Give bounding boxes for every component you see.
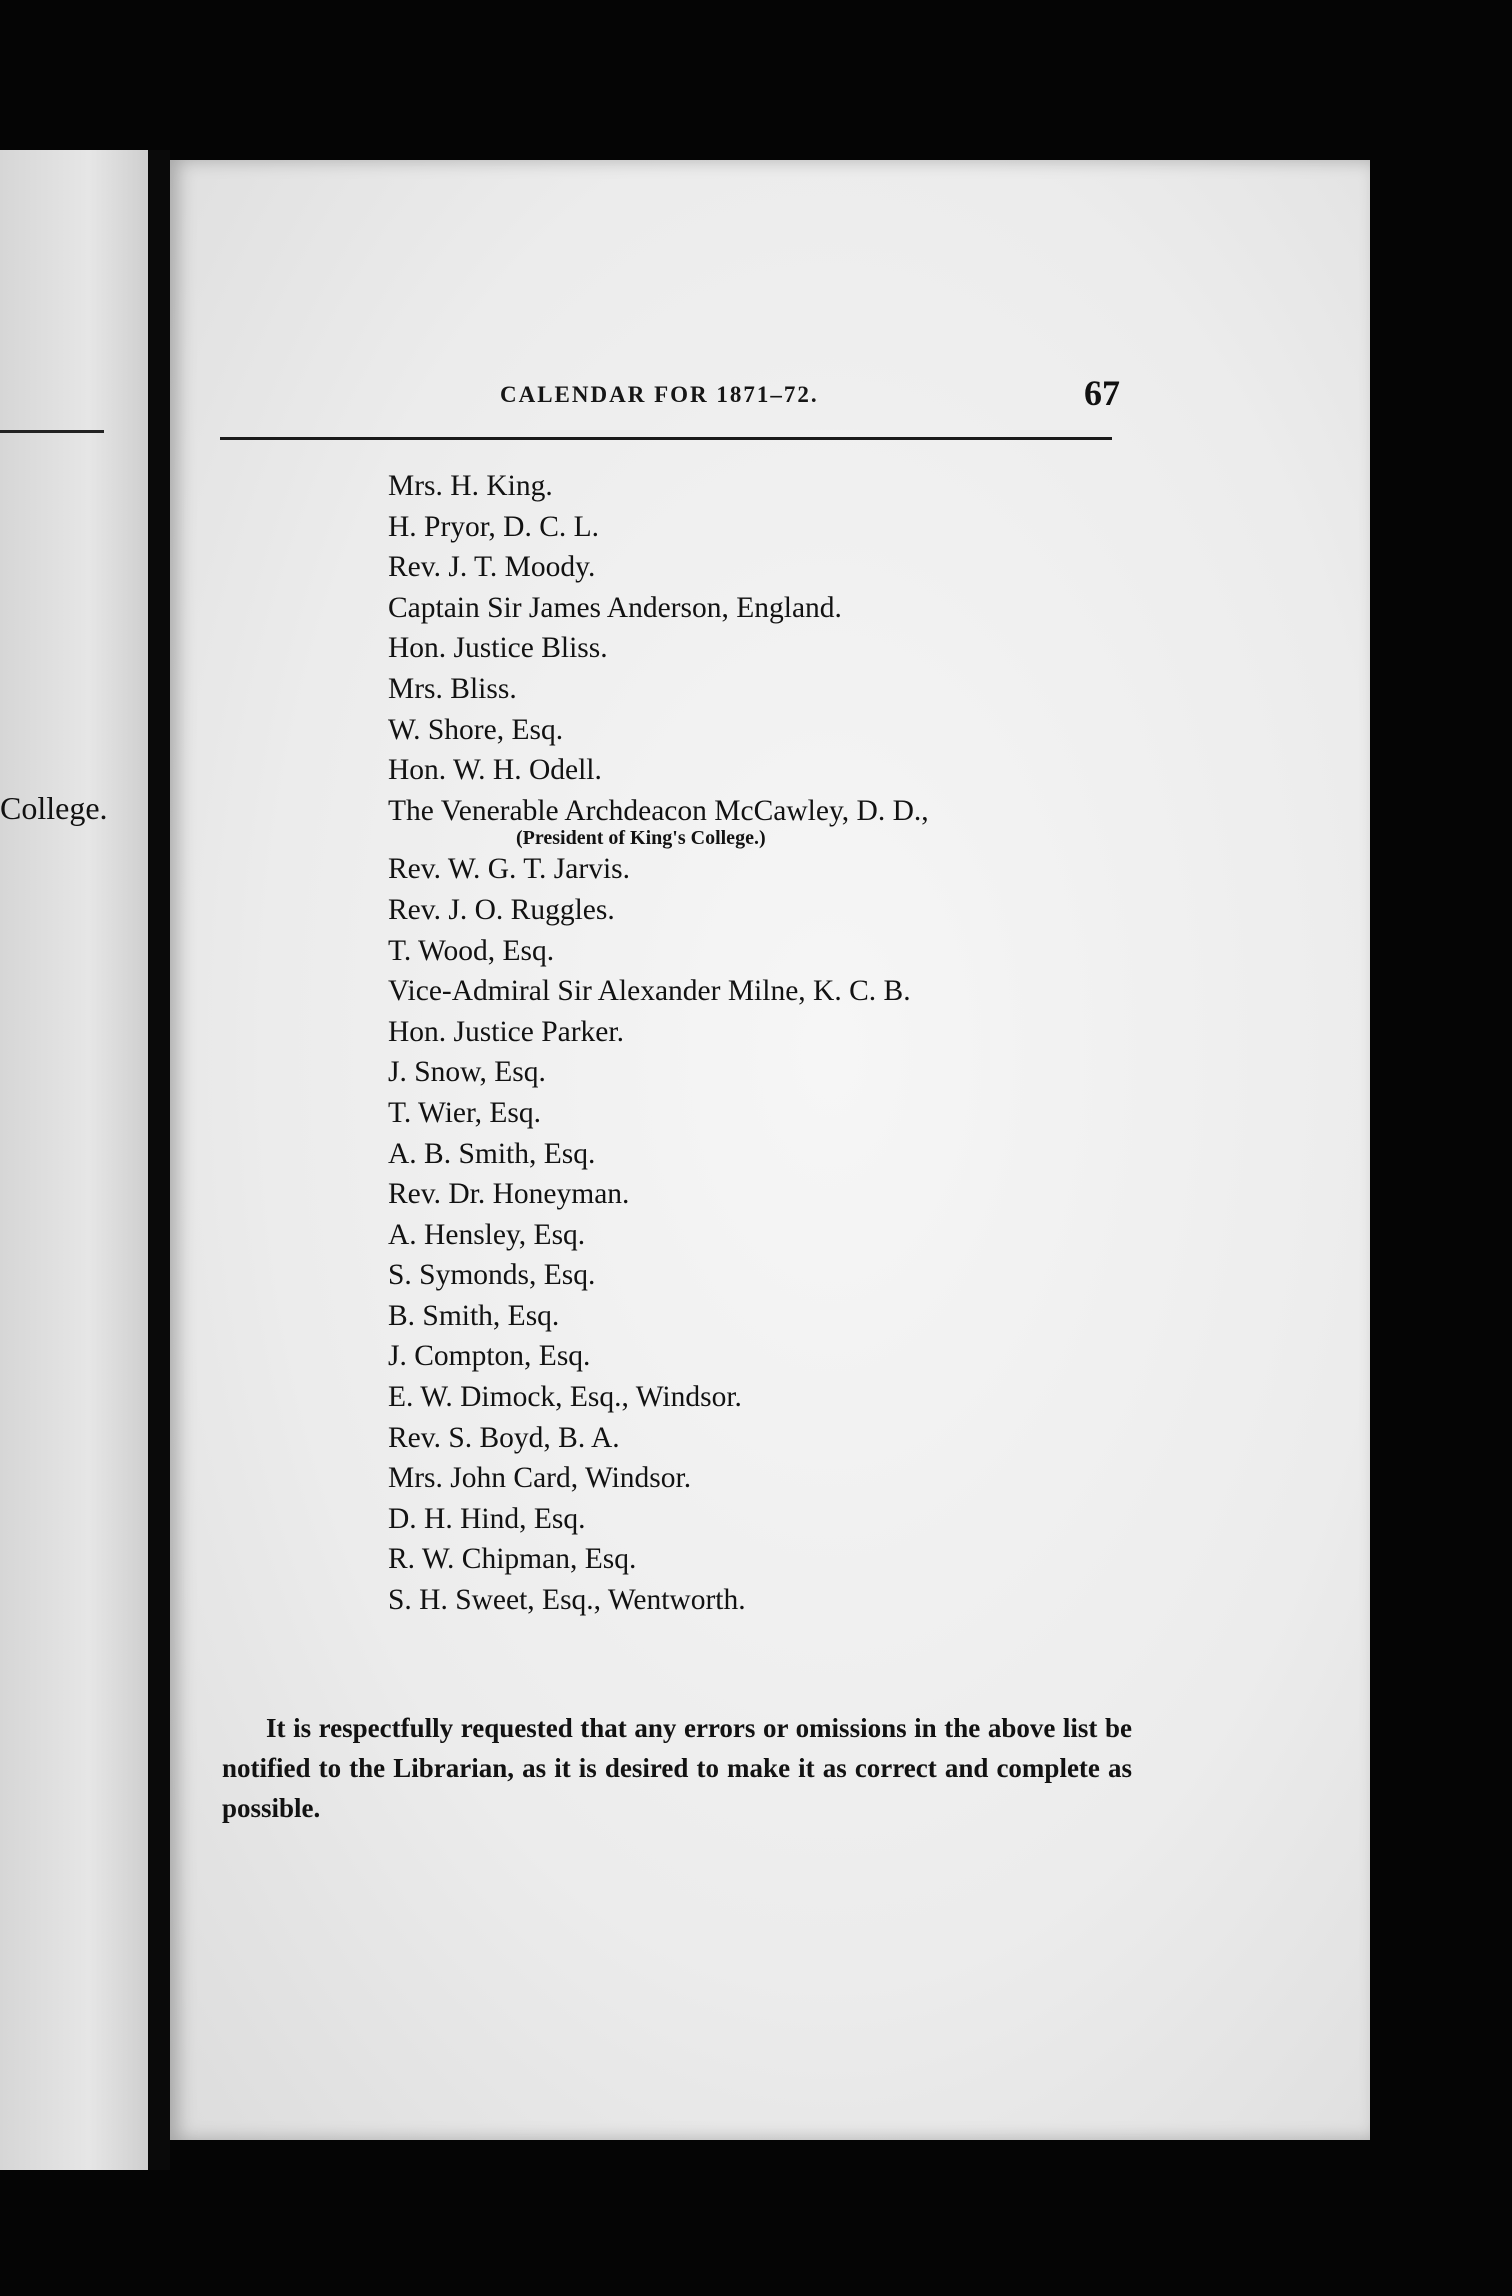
list-item: Mrs. Bliss.: [388, 672, 517, 705]
page-number: 67: [1084, 373, 1120, 413]
list-item: J. Snow, Esq.: [388, 1056, 546, 1089]
list-item: J. Compton, Esq.: [388, 1340, 591, 1373]
list-item: T. Wier, Esq.: [388, 1096, 542, 1129]
list-item: S. H. Sweet, Esq., Wentworth.: [388, 1584, 746, 1617]
list-item: Vice-Admiral Sir Alexander Milne, K. C. B.: [388, 975, 911, 1008]
list-item: W. Shore, Esq.: [388, 713, 564, 746]
donor-list: [388, 466, 929, 1621]
list-item: Mrs. H. King.: [388, 470, 553, 502]
list-item: B. Smith, Esq.: [388, 1299, 560, 1332]
list-item: Rev. Dr. Honeyman.: [388, 1178, 630, 1211]
list-item: Captain Sir James Anderson, England.: [388, 591, 842, 624]
list-item: S. Symonds, Esq.: [388, 1259, 596, 1292]
list-item: Hon. Justice Bliss.: [388, 632, 608, 665]
list-item-note: (President of King's College.): [516, 827, 766, 850]
list-item: Rev. J. T. Moody.: [388, 551, 596, 584]
list-item: E. W. Dimock, Esq., Windsor.: [388, 1381, 742, 1414]
list-item: A. Hensley, Esq.: [388, 1218, 586, 1251]
list-item: The Venerable Archdeacon McCawley, D. D.,: [388, 794, 929, 827]
list-item: T. Wood, Esq.: [388, 934, 555, 967]
previous-page-edge: [0, 150, 148, 2170]
list-item: Rev. J. O. Ruggles.: [388, 893, 615, 926]
header-rule: [220, 437, 1112, 440]
running-title: CALENDAR FOR 1871–72.: [500, 382, 819, 407]
list-item: Rev. S. Boyd, B. A.: [388, 1421, 620, 1454]
closing-note: It is respectfully requested that any errors or omissions in the above list be notified to the Librarian, as it is desired to make it as correct and complete as possible.: [222, 1713, 1132, 1823]
previous-page-rule: [0, 430, 104, 433]
book-gutter: [148, 150, 170, 2170]
list-item: Mrs. John Card, Windsor.: [388, 1462, 692, 1495]
list-item: Hon. Justice Parker.: [388, 1015, 624, 1048]
list-item: Hon. W. H. Odell.: [388, 754, 602, 787]
list-item: A. B. Smith, Esq.: [388, 1137, 596, 1170]
list-item: D. H. Hind, Esq.: [388, 1502, 586, 1535]
previous-page-fragment: College.: [0, 790, 108, 826]
list-item: R. W. Chipman, Esq.: [388, 1543, 637, 1576]
list-item: Rev. W. G. T. Jarvis.: [388, 853, 631, 886]
list-item: H. Pryor, D. C. L.: [388, 510, 600, 543]
